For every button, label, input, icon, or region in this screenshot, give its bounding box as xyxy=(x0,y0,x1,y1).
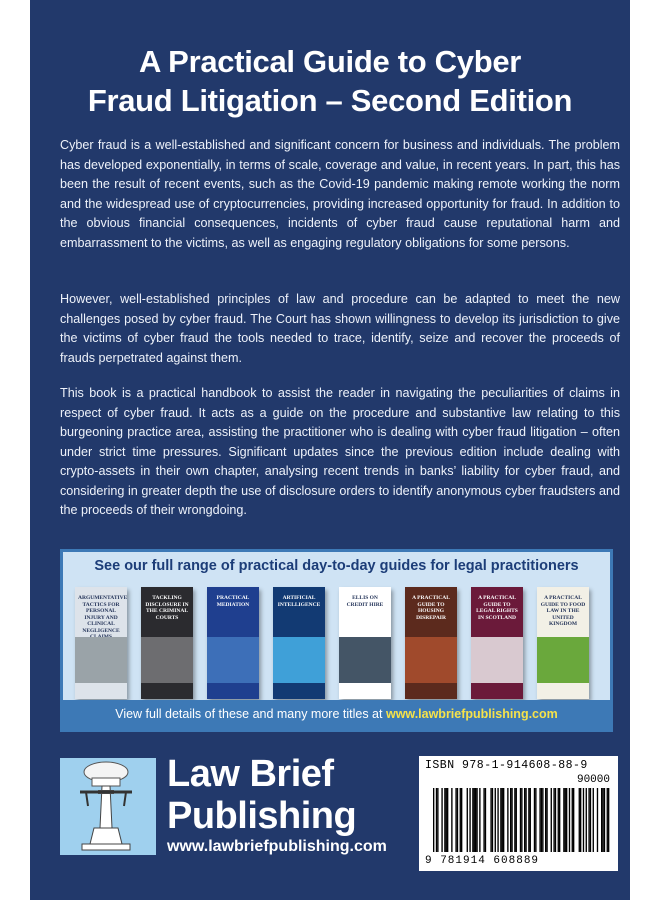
barcode-bars xyxy=(419,756,618,871)
promo-book-cover xyxy=(405,587,457,699)
barcode-bar xyxy=(601,788,602,852)
promo-book-row xyxy=(71,587,602,702)
barcode-bar xyxy=(495,788,496,852)
publisher-name-line-2: Publishing xyxy=(167,795,357,837)
promo-book-title: TACKLING DISCLOSURE IN THE CRIMINAL COURTS xyxy=(145,595,189,621)
barcode-bar xyxy=(483,788,484,852)
barcode-bar xyxy=(607,788,608,852)
barcode-bar xyxy=(461,788,462,852)
promo-book-image xyxy=(339,637,391,683)
title-line-1: A Practical Guide to Cyber xyxy=(138,44,522,79)
statue-logo-icon xyxy=(60,758,156,855)
barcode-bar xyxy=(546,788,547,852)
barcode-bar xyxy=(492,788,493,852)
barcode-bar xyxy=(573,788,574,852)
barcode-bar xyxy=(563,788,564,852)
barcode-bar xyxy=(444,788,445,852)
barcode-price-code: 90000 xyxy=(576,774,610,786)
barcode-bar xyxy=(516,788,517,852)
blurb-paragraph-1: Cyber fraud is a well-established and significant concern for business and individuals. The problem has developed exponentially, in terms of scale, coverage and value, in recent years. In part, this has been the result of recent events, such as the Covid-19 pandemic making remote working the norm and the widespread use of cryptocurrencies, providing increased opportunity for fraud. In addition to the obvious financial consequences, incidents of cyber fraud cause reputational harm and embarrassment to the victims, as well as engaging regulatory obligations for some persons. xyxy=(60,138,620,250)
barcode-bar xyxy=(597,788,598,852)
blurb-paragraph-3: This book is a practical handbook to assist the reader in navigating the peculiarities of claims in respect of cyber fraud. It acts as a guide on the procedure and substantive law relating to this burgeoning practice area, assisting the practitioner who is dealing with cyber fraud litigation – often under strict time pressures. Significant updates since the previous edition include dealing with crypto-assets in their own chapter, analysing recent trends in banks’ liability for cyber fraud, and considering in greater depth the use of disclosure orders to identify anonymous cyber fraudsters and the proceeds of their wrongdoing. xyxy=(60,386,620,517)
barcode-bar xyxy=(530,788,531,852)
barcode-bar xyxy=(572,788,573,852)
title-line-2: Fraud Litigation – Second Edition xyxy=(87,83,573,118)
promo-footer xyxy=(63,700,610,729)
promo-book-title: ELLIS ON CREDIT HIRE xyxy=(346,595,384,608)
promo-book-title: ARGUMENTATIVE TACTICS FOR PERSONAL INJURY AND CLINICAL NEGLIGENCE xyxy=(78,595,127,634)
barcode-bar xyxy=(583,788,584,852)
barcode-bar xyxy=(497,788,498,852)
barcode-bar xyxy=(525,788,526,852)
book-title xyxy=(30,42,630,120)
barcode-digits: 9 781914 608889 xyxy=(425,855,540,867)
barcode-bar xyxy=(447,788,448,852)
promo-book-title: A PRACTICAL GUIDE TO FOOD LAW IN THE UNITED KINGDOM xyxy=(540,595,586,627)
publisher-logo xyxy=(60,758,156,855)
barcode-bar xyxy=(542,788,543,852)
barcode-bar xyxy=(507,788,508,852)
promo-heading: See our full range of practical day-to-day guides for legal practitioners xyxy=(94,558,579,574)
promo-book-cover xyxy=(207,587,259,699)
barcode-bar xyxy=(475,788,476,852)
barcode-bar xyxy=(588,788,589,852)
barcode-bar xyxy=(586,788,587,852)
promo-book-image xyxy=(405,637,457,683)
promo-book-image xyxy=(537,637,589,683)
promo-book-cover xyxy=(141,587,193,699)
barcode-bar xyxy=(479,788,480,852)
barcode-bar xyxy=(528,788,529,852)
barcode-bar xyxy=(502,788,503,852)
barcode-bar xyxy=(457,788,458,852)
barcode-bar xyxy=(433,788,434,852)
barcode-bar xyxy=(580,788,581,852)
barcode-bar xyxy=(553,788,554,852)
barcode-bar xyxy=(476,788,477,852)
promo-book-image xyxy=(141,637,193,683)
barcode-bar xyxy=(579,788,580,852)
promo-book-title: PRACTICAL MEDIATION xyxy=(216,595,250,608)
barcode-bar xyxy=(534,788,535,852)
promo-book-cover xyxy=(339,587,391,699)
promo-book-image xyxy=(273,637,325,683)
barcode-bar xyxy=(469,788,470,852)
barcode-bar xyxy=(460,788,461,852)
barcode-bar xyxy=(500,788,501,852)
publisher-name xyxy=(167,753,356,837)
barcode-bar xyxy=(472,788,473,852)
barcode-bar xyxy=(467,788,468,852)
promo-book-image xyxy=(471,637,523,683)
blurb-paragraph-2: However, well-established principles of law and procedure can be adapted to meet the new challenges posed by cyber fraud. The Court has shown willingness to develop its jurisdiction to give the victims of cyber fraud the tools needed to trace, identify, seize and recover the proceeds of frauds perpetrated against them. xyxy=(60,292,620,365)
promo-book-title: A PRACTICAL GUIDE TO HOUSING DISREPAIR xyxy=(412,595,450,621)
barcode-bar xyxy=(503,788,504,852)
promo-book-title: ARTIFICIAL INTELLIGENCE xyxy=(277,595,321,608)
promo-footer-text: View full details of these and many more titles at xyxy=(115,707,383,721)
barcode-bar xyxy=(559,788,560,852)
promo-book-title: A PRACTICAL GUIDE TO LEGAL RIGHTS IN SCOTLAND xyxy=(476,595,518,621)
barcode-bar xyxy=(437,788,438,852)
barcode-bar xyxy=(569,788,570,852)
promo-book-cover xyxy=(273,587,325,699)
barcode-bar xyxy=(566,788,567,852)
barcode-bar xyxy=(451,788,452,852)
barcode-bar xyxy=(608,788,609,852)
barcode-bar xyxy=(541,788,542,852)
barcode-bar xyxy=(521,788,522,852)
barcode-bar xyxy=(455,788,456,852)
promo-book-image xyxy=(207,637,259,683)
barcode-bar xyxy=(490,788,491,852)
barcode-bar xyxy=(604,788,605,852)
barcode-bar xyxy=(593,788,594,852)
publisher-name-line-1: Law Brief xyxy=(167,753,334,795)
barcode-bar xyxy=(436,788,437,852)
barcode-bar xyxy=(441,788,442,852)
barcode-bar xyxy=(520,788,521,852)
barcode-bar xyxy=(535,788,536,852)
barcode-bar xyxy=(551,788,552,852)
publisher-url[interactable]: www.lawbriefpublishing.com xyxy=(167,838,387,855)
barcode-bar xyxy=(602,788,603,852)
barcode-bar xyxy=(485,788,486,852)
barcode-bar xyxy=(474,788,475,852)
barcode-bar xyxy=(558,788,559,852)
barcode-bar xyxy=(565,788,566,852)
barcode-bar xyxy=(524,788,525,852)
promo-book-cover xyxy=(471,587,523,699)
promo-footer-url[interactable]: www.lawbriefpublishing.com xyxy=(385,707,558,721)
promo-book-image xyxy=(75,637,127,683)
barcode-panel xyxy=(419,756,618,871)
barcode-bar xyxy=(510,788,511,852)
barcode-bar xyxy=(545,788,546,852)
barcode-bar xyxy=(514,788,515,852)
barcode-bar xyxy=(555,788,556,852)
barcode-bar xyxy=(446,788,447,852)
promo-book-cover xyxy=(75,587,127,699)
isbn-text: ISBN 978-1-914608-88-9 xyxy=(425,759,588,772)
barcode-bar xyxy=(539,788,540,852)
promo-book-cover xyxy=(537,587,589,699)
barcode-bar xyxy=(590,788,591,852)
promo-panel xyxy=(60,549,613,732)
barcode-bar xyxy=(511,788,512,852)
back-cover xyxy=(30,0,630,900)
